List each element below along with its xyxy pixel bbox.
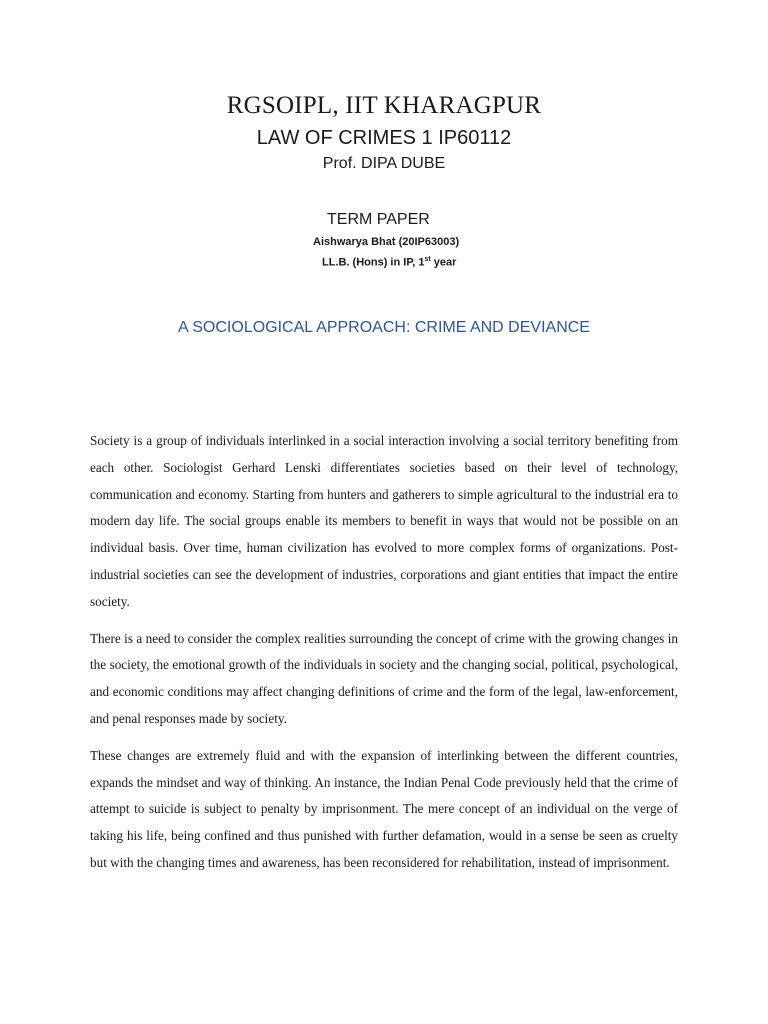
degree-ordinal: st <box>424 256 431 263</box>
institution-title: RGSOIPL, IIT KHARAGPUR <box>226 92 542 119</box>
paragraph: There is a need to consider the complex realities surrounding the concept of crime with the growing changes in the society, the emotional growth of the individuals in society and the changing social, political, psychological, and economic conditions may affect changing definitions of crime and the form of the legal, law-enforcement, and penal responses made by society. <box>90 630 678 726</box>
paper-title: A SOCIOLOGICAL APPROACH: CRIME AND DEVIANCE <box>178 319 590 336</box>
paper-body <box>90 428 678 887</box>
author-name: Aishwarya Bhat (20IP63003) <box>313 236 460 248</box>
professor-name: Prof. DIPA DUBE <box>322 155 446 172</box>
paragraph: Society is a group of individuals interlinked in a social interaction involving a social territory benefiting from each other. Sociologist Gerhard Lenski differentiates societies based on their level of technology, communication and economy. Starting from hunters and gatherers to simple agricultural to the industrial era to modern day life. The social groups enable its members to benefit in ways that would not be possible on an individual basis. Over time, human civilization has evolved to more complex forms of organizations. Post-industrial societies can see the development of industries, corporations and giant entities that impact the entire society. <box>90 433 678 609</box>
author-degree <box>322 256 456 269</box>
degree-suffix: year <box>430 256 457 269</box>
course-title: LAW OF CRIMES 1 IP60112 <box>256 127 512 149</box>
degree-prefix: LL.B. (Hons) in IP, 1 <box>322 256 425 269</box>
paragraph: These changes are extremely fluid and with the expansion of interlinking between the different countries, expands the mindset and way of thinking. An instance, the Indian Penal Code previously held that the crime of attempt to suicide is subject to penalty by imprisonment. The mere concept of an individual on the verge of taking his life, being confined and thus punished with further defamation, would in a sense be seen as cruelty but with the changing times and awareness, has been reconsidered for rehabilitation, instead of imprisonment. <box>90 747 678 870</box>
document-type: TERM PAPER <box>327 211 430 228</box>
